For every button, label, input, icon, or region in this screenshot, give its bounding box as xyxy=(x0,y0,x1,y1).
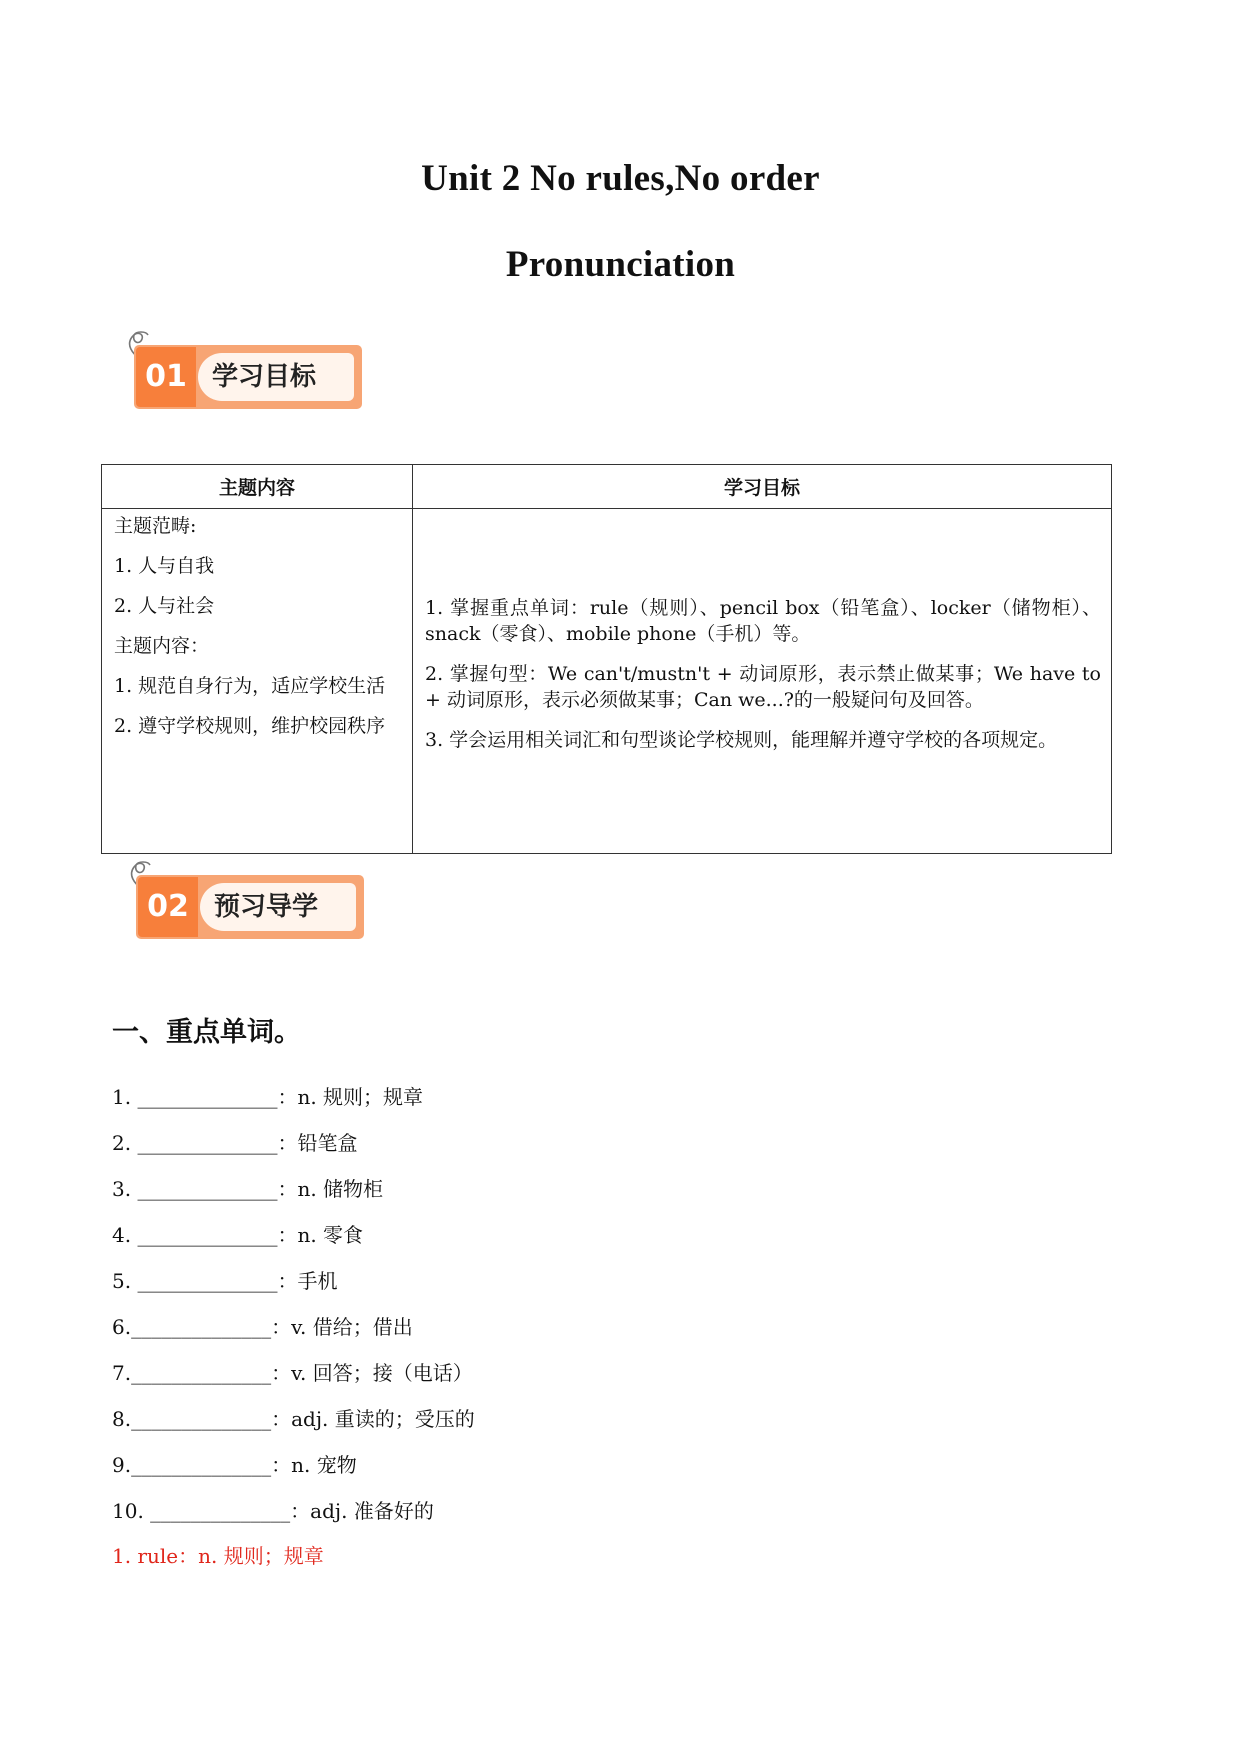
item-meaning: ：铅笔盒 xyxy=(277,1131,358,1155)
table-header-goals: 学习目标 xyxy=(413,465,1112,509)
page-subtitle: Pronunciation xyxy=(505,244,736,285)
answer-blank[interactable]: ______________ xyxy=(131,1453,272,1477)
item-number: 3. xyxy=(112,1177,132,1201)
topic-line: 2. 遵守学校规则，维护校园秩序 xyxy=(114,715,386,737)
answer-blank[interactable]: ______________ xyxy=(131,1361,272,1385)
item-number: 10. xyxy=(112,1499,144,1523)
item-number: 4. xyxy=(112,1223,132,1247)
answer-line: 1. rule：n. 规则；规章 xyxy=(112,1544,324,1568)
item-meaning: ：adj. 准备好的 xyxy=(290,1499,434,1523)
answer-blank[interactable]: ______________ xyxy=(137,1131,278,1155)
answer-blank[interactable]: ______________ xyxy=(137,1177,278,1201)
banner-label: 学习目标 xyxy=(198,353,354,401)
item-meaning: ：n. 零食 xyxy=(277,1223,364,1247)
vocab-item xyxy=(112,1219,363,1248)
item-number: 6. xyxy=(112,1315,132,1339)
vocab-item xyxy=(112,1311,413,1340)
topic-line: 1. 规范自身行为，适应学校生活 xyxy=(114,675,386,697)
section-banner-goals xyxy=(122,323,362,405)
item-number: 7. xyxy=(112,1361,132,1385)
item-number: 9. xyxy=(112,1453,132,1477)
answer-blank[interactable]: ______________ xyxy=(137,1223,278,1247)
vocab-item xyxy=(112,1449,357,1478)
item-number: 5. xyxy=(112,1269,132,1293)
banner-number: 02 xyxy=(138,877,198,937)
item-meaning: ：n. 规则；规章 xyxy=(277,1085,424,1109)
item-meaning: ：v. 借给；借出 xyxy=(271,1315,413,1339)
table-header-topic: 主题内容 xyxy=(102,465,413,509)
goals-cell xyxy=(413,509,1112,854)
item-meaning: ：n. 储物柜 xyxy=(277,1177,384,1201)
answer-blank[interactable]: ______________ xyxy=(131,1315,272,1339)
banner-number: 01 xyxy=(136,347,196,407)
topic-line: 主题范畴: xyxy=(114,515,197,537)
goal-item: 2. 掌握句型：We can't/mustn't + 动词原形，表示禁止做某事；We have to + 动词原形，表示必须做某事；Can we...?的一般疑问句及回答。 xyxy=(425,663,1101,711)
item-number: 8. xyxy=(112,1407,132,1431)
banner-label: 预习导学 xyxy=(200,883,356,931)
vocab-item xyxy=(112,1173,383,1202)
learning-goals-table xyxy=(101,464,1112,854)
answer-blank[interactable]: ______________ xyxy=(150,1499,291,1523)
topic-line: 1. 人与自我 xyxy=(114,555,215,577)
vocab-item xyxy=(112,1081,423,1110)
vocab-item xyxy=(112,1403,475,1432)
goal-item: 3. 学会运用相关词汇和句型谈论学校规则，能理解并遵守学校的各项规定。 xyxy=(425,729,1058,751)
topic-cell xyxy=(102,509,413,854)
page-title: Unit 2 No rules,No order xyxy=(421,158,820,199)
topic-line: 主题内容： xyxy=(114,635,210,657)
topic-line: 2. 人与社会 xyxy=(114,595,215,617)
item-meaning: ：手机 xyxy=(277,1269,338,1293)
vocab-item xyxy=(112,1265,337,1294)
goal-item: 1. 掌握重点单词：rule（规则）、pencil box（铅笔盒）、locker（储物柜）、snack（零食）、mobile phone（手机）等。 xyxy=(425,597,1101,645)
answer-blank[interactable]: ______________ xyxy=(137,1085,278,1109)
vocab-item xyxy=(112,1127,357,1156)
item-number: 1. xyxy=(112,1085,132,1109)
section-heading: 一、重点单词。 xyxy=(112,1017,301,1048)
section-banner-preview xyxy=(124,853,364,935)
vocab-item xyxy=(112,1495,434,1524)
item-meaning: ：n. 宠物 xyxy=(271,1453,357,1477)
answer-blank[interactable]: ______________ xyxy=(131,1407,272,1431)
item-number: 2. xyxy=(112,1131,132,1155)
answer-blank[interactable]: ______________ xyxy=(137,1269,278,1293)
item-meaning: ：v. 回答；接（电话） xyxy=(271,1361,473,1385)
item-meaning: ：adj. 重读的；受压的 xyxy=(271,1407,475,1431)
vocab-item xyxy=(112,1357,473,1386)
